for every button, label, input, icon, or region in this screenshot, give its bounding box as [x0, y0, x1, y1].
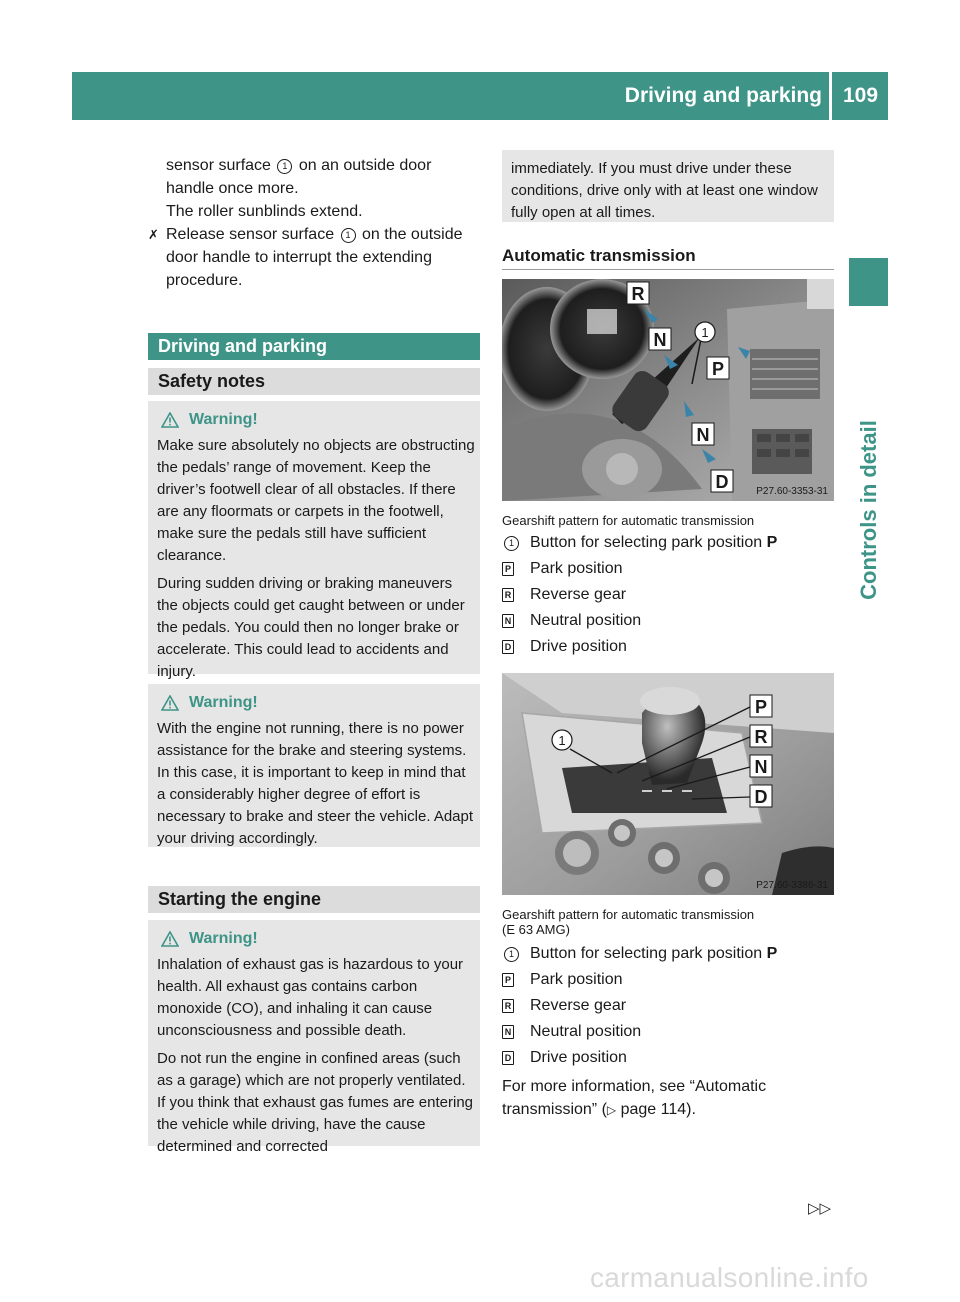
svg-text:1: 1: [558, 733, 566, 748]
gear-label-r: R: [631, 284, 645, 304]
warning-triangle-icon: [161, 695, 179, 711]
gear-p-icon: P: [502, 973, 514, 987]
gear-r-icon: R: [502, 588, 514, 602]
gear-p-icon: P: [502, 562, 514, 576]
legend-item: N Neutral position: [502, 608, 834, 634]
legend-item: R Reverse gear: [502, 993, 834, 1019]
page-reference-link[interactable]: page 114).: [620, 1101, 696, 1118]
callout-1-icon: 1: [504, 947, 519, 962]
warning-text: Do not run the engine in confined areas (such as a garage) which are not properly ventilated. If you think that exhaust gas fumes are entering the vehicle while driving, have the cause determined and corrected: [157, 1050, 474, 1155]
legend-list-2: [502, 941, 834, 1071]
more-info-text: For more information, see “Automatic transmission” (▷ page 114).: [502, 1078, 767, 1118]
legend-item: R Reverse gear: [502, 582, 834, 608]
warning-title: Warning!: [161, 692, 476, 714]
legend-item: D Drive position: [502, 634, 834, 660]
warning-box-power-assistance: [148, 684, 480, 847]
image1-caption: Gearshift pattern for automatic transmission: [502, 513, 755, 528]
subsection-safety-notes: Safety notes: [148, 368, 480, 395]
callout-1-icon: 1: [504, 536, 519, 551]
warning-box-pedals: [148, 401, 480, 680]
warning-text: Make sure absolutely no objects are obstructing the pedals’ range of movement. Keep the driver’s footwell clear of all obstacles. If there are any floormats or carpets in the footwell, make sure the pedals still have sufficient clearance.: [157, 437, 475, 564]
side-tab-label: Controls in detail: [856, 420, 881, 600]
gearshift-photo-steering-column: [502, 279, 834, 501]
side-tab-block: [849, 258, 888, 306]
warning-text: With the engine not running, there is no power assistance for the brake and steering systems. In this case, it is important to keep in mind that a considerably higher degree of effort is necessary to brake and steer the vehicle. Adapt your driving accordingly.: [157, 720, 474, 847]
heading-rule: [502, 269, 834, 270]
image2-caption: Gearshift pattern for automatic transmission (E 63 AMG): [502, 907, 755, 937]
legend-item: N Neutral position: [502, 1019, 834, 1045]
legend-item: 1 Button for selecting park position P: [502, 941, 834, 967]
page-reference-arrow-icon: ▷: [606, 1103, 617, 1117]
gear-label-d: D: [754, 787, 768, 807]
legend-list-1: [502, 530, 834, 660]
gear-n-icon: N: [502, 614, 514, 628]
gear-label-r: R: [754, 727, 768, 747]
warning-title: Warning!: [161, 928, 476, 950]
legend-item: P Park position: [502, 967, 834, 993]
subsection-starting-the-engine: Starting the engine: [148, 886, 480, 913]
warning-box-continued: [502, 150, 834, 222]
gear-d-icon: D: [502, 1051, 514, 1065]
image-code: P27.60-3353-31: [756, 486, 828, 497]
image-code: P27.60-3386-31: [756, 880, 828, 891]
warning-text: Inhalation of exhaust gas is hazardous to your health. All exhaust gas contains carbon monoxide (CO), and inhaling it can cause unconsciousness and possible death.: [157, 956, 464, 1039]
action-arrow-icon: ✗: [148, 227, 159, 242]
warning-triangle-icon: [161, 931, 179, 947]
svg-text:1: 1: [701, 325, 709, 340]
footer-watermark: carmanualsonline.info: [590, 1262, 869, 1293]
legend-item: 1 Button for selecting park position P: [502, 530, 834, 556]
callout-1-icon: 1: [341, 228, 356, 243]
intro-text: sensor surface 1 on an outside door handle once more. The roller sunblinds extend. ✗ Release sensor surface 1 on the outside door handle to interrupt the extending procedure.: [148, 157, 463, 289]
gear-r-icon: R: [502, 999, 514, 1013]
callout-1-icon: 1: [277, 159, 292, 174]
warning-triangle-icon: [161, 412, 179, 428]
section-driving-and-parking: Driving and parking: [148, 333, 480, 360]
header-divider: [829, 72, 832, 120]
continued-marker-icon: ▷▷: [808, 1200, 832, 1217]
warning-text: During sudden driving or braking maneuvers the objects could get caught between or under the pedals. You could then no longer brake or accelerate. This could lead to accidents and injury.: [157, 575, 465, 680]
warning-title: Warning!: [161, 409, 476, 431]
gear-n-icon: N: [502, 1025, 514, 1039]
gear-label-n: N: [754, 757, 768, 777]
gear-label-n: N: [653, 330, 667, 350]
gearshift-photo-amg-console: [502, 673, 834, 895]
gear-label-d: D: [715, 472, 729, 492]
warning-box-exhaust-gas: [148, 920, 480, 1155]
gear-label-p: P: [754, 697, 768, 717]
gear-label-n2: N: [696, 425, 710, 445]
warning-text: immediately. If you must drive under these conditions, drive only with at least one window fully open at all times.: [511, 160, 818, 221]
gear-label-p: P: [711, 359, 725, 379]
legend-item: P Park position: [502, 556, 834, 582]
page-number: 109: [843, 84, 879, 107]
legend-item: D Drive position: [502, 1045, 834, 1071]
page-header-title: Driving and parking: [624, 84, 822, 107]
heading-automatic-transmission: Automatic transmission: [502, 246, 696, 265]
gear-d-icon: D: [502, 640, 514, 654]
